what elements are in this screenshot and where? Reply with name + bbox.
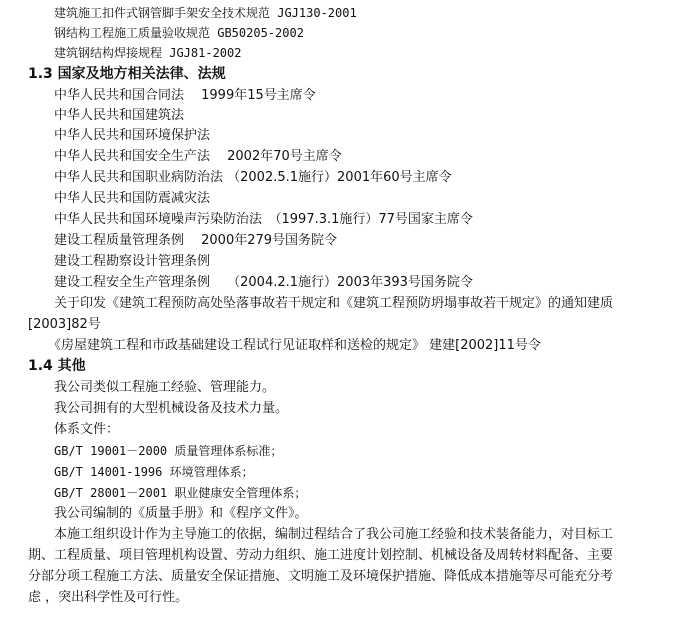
standard-item: 钢结构工程施工质量验收规范 GB50205-2002 [54,26,304,40]
summary-line: 期、工程质量、项目管理机构设置、劳动力组织、施工进度计划控制、机械设备及周转材料配备、主要 [28,548,614,563]
summary-line: 虑 ，突出科学性及可行性。 [28,590,189,605]
law-item: 中华人民共和国环境噪声污染防治法 （1997.3.1施行）77号国家主席令 [54,212,473,227]
other-item: 我公司类似工程施工经验、管理能力。 [54,380,276,395]
system-doc-item: GB/T 14001-1996 环境管理体系； [54,465,254,479]
standard-item: 建筑施工扣件式钢管脚手架安全技术规范 JGJ130-2001 [54,6,357,20]
law-item: 建设工程质量管理条例 2000年279号国务院令 [54,233,338,248]
summary-line: 本施工组织设计作为主导施工的依据，编制过程结合了我公司施工经验和技术装备能力，对目标工 [54,527,614,542]
law-item: 中华人民共和国安全生产法 2002年70号主席令 [54,149,342,164]
other-item: 体系文件： [54,422,120,437]
section-heading-1-3: 1.3 国家及地方相关法律、法规 [28,66,226,82]
summary-line: 分部分项工程施工方法、质量安全保证措施、文明施工及环境保护措施、降低成本措施等尽可能充分考 [28,569,614,584]
law-item: 中华人民共和国建筑法 [54,108,185,123]
notice-text-cont: [2003]82号 [28,317,101,332]
law-item: 中华人民共和国防震减灾法 [54,191,211,206]
notice-text: 关于印发《建筑工程预防高处坠落事故若干规定和《建筑工程预防坍塌事故若干规定》的通知建质 [54,296,614,311]
law-item: 建设工程勘察设计管理条例 [54,254,211,269]
standard-item: 建筑钢结构焊接规程 JGJ81-2002 [54,46,242,60]
manual-item: 我公司编制的《质量手册》和《程序文件》。 [54,506,308,521]
law-item: 中华人民共和国职业病防治法 （2002.5.1施行）2001年60号主席令 [54,170,452,185]
law-item: 建设工程安全生产管理条例 （2004.2.1施行）2003年393号国务院令 [54,275,473,290]
system-doc-item: GB/T 19001－2000 质量管理体系标准； [54,444,283,458]
law-item: 中华人民共和国环境保护法 [54,128,211,143]
system-doc-item: GB/T 28001－2001 职业健康安全管理体系； [54,486,307,500]
regulation-text: 《房屋建筑工程和市政基础建设工程试行见证取样和送检的规定》 建建[2002]11号令 [48,338,541,353]
other-item: 我公司拥有的大型机械设备及技术力量。 [54,401,289,416]
law-item: 中华人民共和国合同法 1999年15号主席令 [54,88,316,103]
section-heading-1-4: 1.4 其他 [28,358,86,374]
